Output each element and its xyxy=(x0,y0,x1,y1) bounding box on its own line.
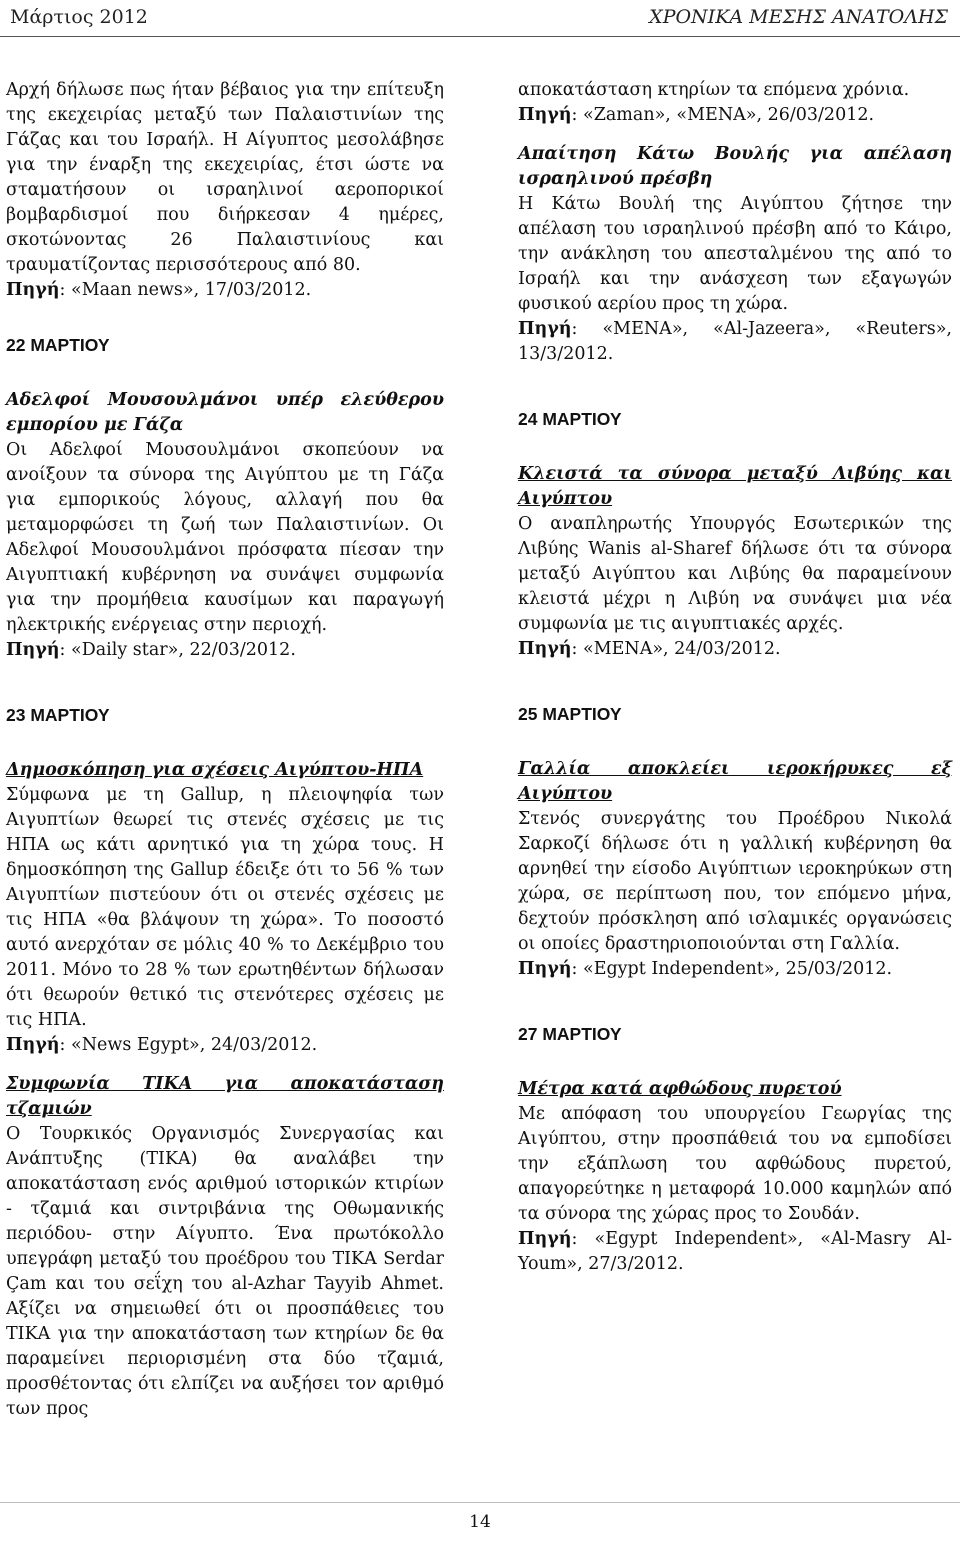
article-title-libya-border: Κλειστά τα σύνορα μεταξύ Λιβύης και Αιγύπτου xyxy=(518,464,952,509)
article-body-expulsion: Η Κάτω Βουλή της Αιγύπτου ζήτησε την απέλαση του ισραηλινού πρέσβη από το Κάιρο, την ανάκληση του απεσταλμένου της από το Ισραήλ και την ανάσχεση των εξαγωγών φυσικού αερίου προς τη χώρα. xyxy=(518,194,952,314)
left-column xyxy=(6,78,444,1422)
source-label: Πηγή xyxy=(518,319,572,339)
source-text: : «News Egypt», 24/03/2012. xyxy=(59,1035,318,1055)
article-title-france: Γαλλία αποκλείει ιεροκήρυκες εξ Αιγύπτου xyxy=(518,759,952,804)
article-source-poll xyxy=(6,1033,444,1058)
article-source-expulsion xyxy=(518,317,952,367)
date-heading-22-march: 22 ΜΑΡΤΙΟΥ xyxy=(6,335,110,355)
date-heading-27-march: 27 ΜΑΡΤΙΟΥ xyxy=(518,1024,622,1044)
header-publication-title: ΧΡΟΝΙΚΑ ΜΕΣΗΣ ΑΝΑΤΟΛΗΣ xyxy=(649,6,948,28)
article-title-tika: Συμφωνία ΤΙΚΑ για αποκατάσταση τζαμιών xyxy=(6,1074,444,1119)
source-text: : «MENA», 24/03/2012. xyxy=(571,639,781,659)
source-text: : «Maan news», 17/03/2012. xyxy=(59,280,312,300)
article-source-fmd xyxy=(518,1227,952,1277)
footer-rule xyxy=(0,1502,960,1503)
source-label: Πηγή xyxy=(6,640,60,660)
source-text: : «Egypt Independent», 25/03/2012. xyxy=(571,959,893,979)
article-source-libya-border xyxy=(518,637,952,662)
source-text: : «MENA», «Al-Jazeera», «Reuters», 13/3/2012. xyxy=(518,319,952,364)
source-text: : «Zaman», «MENA», 26/03/2012. xyxy=(571,105,875,125)
source-label: Πηγή xyxy=(518,959,572,979)
date-heading-25-march: 25 ΜΑΡΤΙΟΥ xyxy=(518,704,622,724)
continued-paragraph: αποκατάσταση κτηρίων τα επόμενα χρόνια. xyxy=(518,80,910,100)
article-source-brotherhood xyxy=(6,638,444,663)
source-label: Πηγή xyxy=(518,105,572,125)
article-title-brotherhood: Αδελφοί Μουσουλμάνοι υπέρ ελεύθερου εμπορίου με Γάζα xyxy=(6,390,444,435)
source-text: : «Egypt Independent», «Al-Masry Al-Youm», 27/3/2012. xyxy=(518,1229,952,1274)
article-body-fmd: Με απόφαση του υπουργείου Γεωργίας της Αιγύπτου, στην προσπάθειά του να εμποδίσει την εξάπλωση του αφθώδους πυρετού, απαγορεύτηκε η μεταφορά 10.000 καμηλών από τα σύνορα της χώρας προς το Σουδάν. xyxy=(518,1104,952,1224)
source-text: : «Daily star», 22/03/2012. xyxy=(59,640,296,660)
right-column xyxy=(518,78,952,1277)
article-title-expulsion: Απαίτηση Κάτω Βουλής για απέλαση ισραηλινού πρέσβη xyxy=(518,144,952,189)
source-label: Πηγή xyxy=(518,1229,572,1249)
source-label: Πηγή xyxy=(518,639,572,659)
article-source-france xyxy=(518,957,952,982)
source-label: Πηγή xyxy=(6,1035,60,1055)
running-header xyxy=(0,0,960,40)
header-date: Μάρτιος 2012 xyxy=(10,6,148,28)
article-body-poll: Σύμφωνα με τη Gallup, η πλειοψηφία των Αιγυπτίων θεωρεί τις στενές σχέσεις με τις ΗΠΑ ως κάτι αρνητικό για τη χώρα τους. Η δημοσκόπηση της Gallup έδειξε ότι το 56 % των Αιγυπτίων πιστεύουν ότι οι στενές σχέσεις με τις ΗΠΑ «θα βλάψουν τη χώρα». Το ποσοστό αυτό ανερχόταν σε μόλις 40 % το Δεκέμβριο του 2011. Μόνο το 28 % των ερωτηθέντων δήλωσαν ότι θεωρούν θετικό τις στενότερες σχέσεις με τις ΗΠΑ. xyxy=(6,785,444,1030)
source-label: Πηγή xyxy=(6,280,60,300)
header-rule xyxy=(0,36,960,37)
intro-source xyxy=(6,278,444,303)
article-body-brotherhood: Οι Αδελφοί Μουσουλμάνοι σκοπεύουν να ανοίξουν τα σύνορα της Αιγύπτου με τη Γάζα για εμπορικούς λόγους, αλλαγή που θα μεταμορφώσει τη ζωή των Παλαιστινίων. Οι Αδελφοί Μουσουλμάνοι πρόσφατα πίεσαν την Αιγυπτιακή κυβέρνηση να συνάψει συμφωνία για την προμήθεια καυσίμων και παραγωγή ηλεκτρικής ενέργειας στην περιοχή. xyxy=(6,440,444,635)
intro-paragraph: Αρχή δήλωσε πως ήταν βέβαιος για την επίτευξη της εκεχειρίας μεταξύ των Παλαιστινίων της Γάζας και του Ισραήλ. Η Αίγυπτος μεσολάβησε για την έναρξη της εκεχειρίας, έτσι ώστε να σταματήσουν οι ισραηλινοί αεροπορικοί βομβαρδισμοί που διήρκεσαν 4 ημέρες, σκοτώνοντας 26 Παλαιστινίους και τραυματίζοντας περισσότερους από 80. xyxy=(6,80,444,275)
article-body-libya-border: Ο αναπληρωτής Υπουργός Εσωτερικών της Λιβύης Wanis al-Sharef δήλωσε ότι τα σύνορα μεταξύ Αιγύπτου και Λιβύης θα παραμείνουν κλειστά μέχρι η Λιβύη να συνάψει μια νέα συμφωνία με τις αιγυπτιακές αρχές. xyxy=(518,514,952,634)
article-body-tika: Ο Τουρκικός Οργανισμός Συνεργασίας και Ανάπτυξης (ΤΙΚΑ) θα αναλάβει την αποκατάσταση ενός αριθμού ιστορικών κτιρίων - τζαμιά και σιντριβάνια της Οθωμανικής περιόδου- στην Αίγυπτο. Ένα πρωτόκολλο υπεγράφη μεταξύ του προέδρου του ΤΙΚΑ Serdar Çam και του σεΐχη του al-Azhar Tayyib Ahmet. Αξίζει να σημειωθεί ότι οι προσπάθειες του ΤΙΚΑ για την αποκατάσταση των κτηρίων δε θα παραμείνει περιορισμένη στα δύο τζαμιά, προσθέτοντας ότι ελπίζει να αυξήσει τον αριθμό των προς xyxy=(6,1124,444,1419)
article-title-poll: Δημοσκόπηση για σχέσεις Αιγύπτου-ΗΠΑ xyxy=(6,760,424,780)
date-heading-23-march: 23 ΜΑΡΤΙΟΥ xyxy=(6,705,110,725)
date-heading-24-march: 24 ΜΑΡΤΙΟΥ xyxy=(518,409,622,429)
continued-source xyxy=(518,103,952,128)
article-body-france: Στενός συνεργάτης του Προέδρου Νικολά Σαρκοζί δήλωσε ότι η γαλλική κυβέρνηση θα αρνηθεί την είσοδο Αιγύπτιων ιεροκηρύκων στη χώρα, σε περίπτωση που, τον επόμενο μήνα, δεχτούν πρόσκληση από ισλαμικές οργανώσεις οι οποίες δραστηριοποιούνται στη Γαλλία. xyxy=(518,809,952,954)
page-number: 14 xyxy=(469,1512,491,1532)
article-title-fmd: Μέτρα κατά αφθώδους πυρετού xyxy=(518,1079,842,1099)
